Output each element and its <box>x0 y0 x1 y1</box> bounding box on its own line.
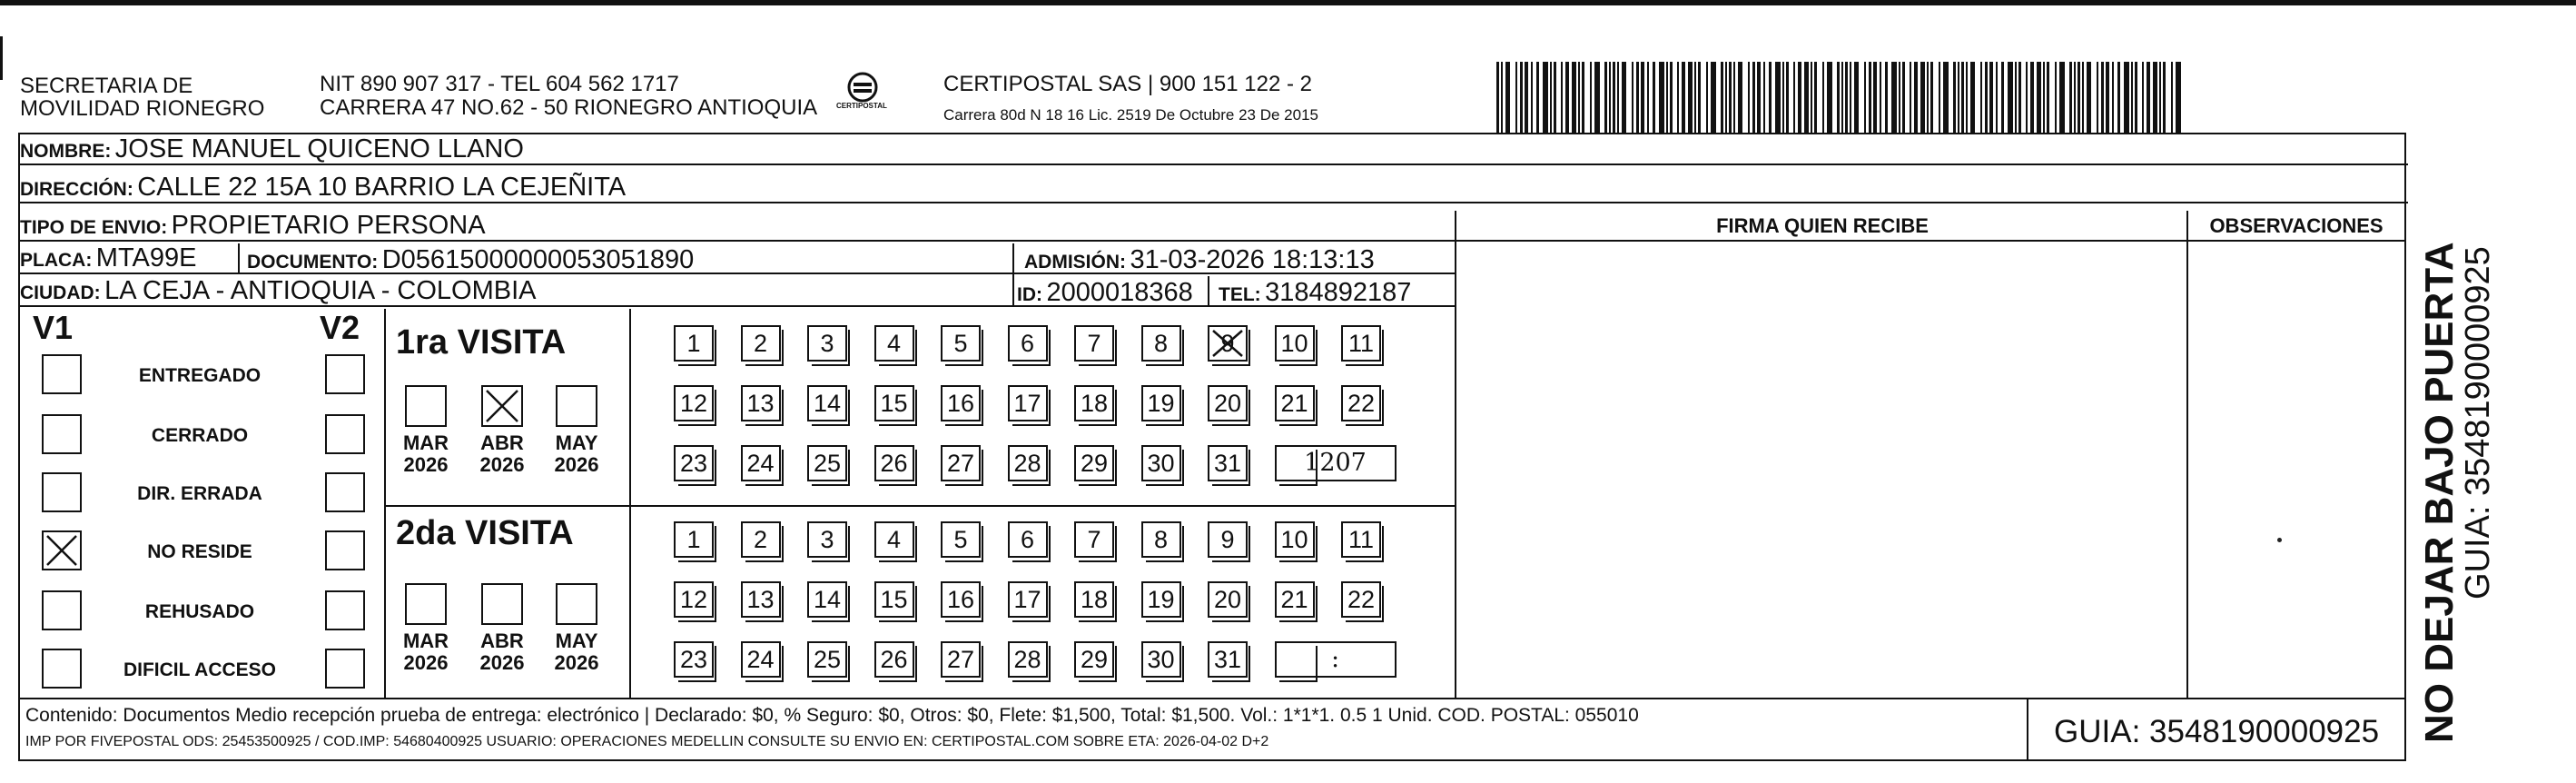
day-box[interactable]: 27 <box>941 445 981 481</box>
nombre-value: JOSE MANUEL QUICENO LLANO <box>114 134 524 164</box>
day-box[interactable]: 28 <box>1008 641 1048 678</box>
barcode-bar <box>2037 62 2041 134</box>
barcode-bar <box>1641 62 1644 134</box>
day-box[interactable]: 4 <box>874 325 914 362</box>
barcode-bar <box>1885 62 1888 134</box>
barcode-bar <box>1804 62 1809 134</box>
barcode-bar <box>1647 62 1649 134</box>
barcode-bar <box>2131 62 2133 134</box>
check-mark-icon <box>483 387 521 425</box>
tel-label: TEL: <box>1219 284 1261 305</box>
barcode-bar <box>1572 62 1576 134</box>
barcode-bar <box>1920 62 1925 134</box>
status-label: REHUSADO <box>144 601 255 622</box>
day-box[interactable]: 24 <box>741 641 781 678</box>
barcode-bar <box>1782 62 1784 134</box>
barcode-bar <box>2018 62 2021 134</box>
barcode-bar <box>1622 62 1626 134</box>
barcode-bar <box>1636 62 1639 134</box>
month-checkbox[interactable] <box>481 583 523 625</box>
barcode-bar <box>1590 62 1592 134</box>
id-field <box>1017 278 1193 308</box>
day-box[interactable]: 17 <box>1008 385 1048 421</box>
day-box[interactable]: 30 <box>1141 641 1181 678</box>
footer-contenido: Contenido: Documentos Medio recepción prueba de entrega: electrónico | Declarado: $0, % Seguro: $0, Otros: $0, Flete: $1,500, Total: $1,500. Vol.: 1*1*1. 0.5 1 Unid. COD. POSTAL: 055010 <box>25 705 1639 726</box>
visit2-title: 2da VISITA <box>396 514 574 552</box>
barcode-bar <box>1980 62 1982 134</box>
month-label: MAY 2026 <box>554 431 599 476</box>
barcode-bar <box>1609 62 1611 134</box>
day-box[interactable]: 22 <box>1341 385 1381 421</box>
v2-checkbox[interactable] <box>325 649 365 689</box>
barcode-bar <box>1961 62 1964 134</box>
divider-calendar <box>629 309 631 698</box>
barcode-bar <box>1670 62 1673 134</box>
barcode-bar <box>1837 62 1840 134</box>
barcode-bar <box>2159 62 2161 134</box>
barcode-bar <box>1966 62 1968 134</box>
v1-checkbox[interactable] <box>42 649 82 689</box>
month-label: MAR 2026 <box>402 629 449 674</box>
barcode-bar <box>1822 62 1824 134</box>
v1-checkbox[interactable] <box>42 472 82 512</box>
barcode-bar <box>2171 62 2173 134</box>
row-direccion <box>20 173 2408 203</box>
barcode-bar <box>1930 62 1933 134</box>
divider-placa <box>238 243 240 274</box>
barcode-bar <box>2026 62 2028 134</box>
barcode-bar <box>1910 62 1911 134</box>
day-box[interactable]: 26 <box>874 641 914 678</box>
barcode-bar <box>1850 62 1851 134</box>
day-box[interactable]: 28 <box>1008 445 1048 481</box>
id-value: 2000018368 <box>1046 278 1193 307</box>
v1-header: V1 <box>33 309 74 346</box>
barcode-bar <box>2001 62 2004 134</box>
v2-checkbox[interactable] <box>325 354 365 394</box>
barcode-bar <box>1869 62 1871 134</box>
barcode-bar <box>1891 62 1897 134</box>
barcode-bar <box>1914 62 1918 134</box>
barcode-bar <box>1711 62 1716 134</box>
nombre-label: NOMBRE: <box>20 141 112 162</box>
id-label: ID: <box>1017 284 1042 305</box>
barcode-bar <box>2069 62 2072 134</box>
v1-checkbox[interactable] <box>42 530 82 570</box>
month-label: ABR 2026 <box>479 629 525 674</box>
day-box[interactable]: 12 <box>674 581 714 618</box>
barcode-bar <box>1582 62 1584 134</box>
barcode-bar <box>1531 62 1533 134</box>
documento-field <box>247 245 694 275</box>
status-label: NO RESIDE <box>147 541 252 562</box>
day-box[interactable]: 1 <box>674 325 714 362</box>
barcode-bar <box>1880 62 1881 134</box>
side-guia: GUIA: 3548190000925 <box>2459 246 2497 600</box>
day-box[interactable]: 12 <box>674 385 714 421</box>
month-checkbox[interactable] <box>405 385 447 427</box>
barcode-bar <box>1501 62 1503 134</box>
day-box[interactable]: 2 <box>741 325 781 362</box>
barcode-bar <box>1958 62 1959 134</box>
barcode-bar <box>1873 62 1877 134</box>
barcode-bar <box>2163 62 2166 134</box>
barcode-bar <box>2078 62 2080 134</box>
barcode-bar <box>1985 62 1988 134</box>
barcode-bar <box>2124 62 2129 134</box>
barcode-bar <box>1864 62 1866 134</box>
barcode-bar <box>1721 62 1723 134</box>
address-line: CARRERA 47 NO.62 - 50 RIONEGRO ANTIOQUIA <box>320 95 818 120</box>
month-label: MAR 2026 <box>402 431 449 476</box>
barcode-bar <box>2106 62 2109 134</box>
logo-text: CERTIPOSTAL <box>836 102 887 110</box>
day-box[interactable]: 1 <box>674 521 714 558</box>
day-box[interactable]: 19 <box>1141 385 1181 421</box>
barcode-bar <box>1752 62 1755 134</box>
barcode-bar <box>1706 62 1708 134</box>
placa-value: MTA99E <box>95 243 197 273</box>
barcode-bar <box>2117 62 2120 134</box>
v2-header: V2 <box>320 309 360 346</box>
day-box[interactable]: 29 <box>1074 445 1114 481</box>
barcode-bar <box>1677 62 1679 134</box>
certipostal-logo <box>836 71 887 116</box>
footer-guia: GUIA: 3548190000925 <box>2054 714 2380 749</box>
barcode-bar <box>1653 62 1655 134</box>
day-box[interactable]: 22 <box>1341 581 1381 618</box>
barcode-bar <box>1953 62 1956 134</box>
barcode-bar <box>1927 62 1929 134</box>
barcode-bar <box>2147 62 2150 134</box>
v2-checkbox[interactable] <box>325 590 365 630</box>
day-box[interactable]: 10 <box>1275 521 1315 558</box>
day-box[interactable]: 11 <box>1341 325 1381 362</box>
barcode-bar <box>1939 62 1940 134</box>
direccion-value: CALLE 22 15A 10 BARRIO LA CEJEÑITA <box>137 173 627 202</box>
barcode-bar <box>2153 62 2157 134</box>
barcode <box>1496 62 2186 134</box>
left-cut-mark <box>0 36 3 80</box>
footer-imp: IMP POR FIVEPOSTAL ODS: 25453500925 / COD.IMP: 54680400925 USUARIO: OPERACIONES MEDELLIN CONSULTE SU ENVIO EN: CERTIPOSTAL.COM SOBRE ETA: 2026-04-02 D+2 <box>25 734 1269 749</box>
row-tipo-envio <box>20 211 1456 242</box>
barcode-bar <box>1996 62 1998 134</box>
month-checkbox[interactable] <box>556 385 597 427</box>
barcode-bar <box>1698 62 1701 134</box>
barcode-bar <box>1496 62 1499 134</box>
day-box[interactable]: 14 <box>807 385 847 421</box>
day-box[interactable]: 15 <box>874 581 914 618</box>
barcode-bar <box>1543 62 1548 134</box>
check-mark-icon <box>1209 327 1246 360</box>
day-box[interactable]: 9 <box>1208 325 1248 362</box>
divider-footer <box>18 698 2406 699</box>
barcode-bar <box>1613 62 1615 134</box>
barcode-bar <box>1738 62 1742 134</box>
barcode-bar <box>1688 62 1693 134</box>
barcode-bar <box>2055 62 2057 134</box>
day-box[interactable]: 16 <box>941 581 981 618</box>
day-box[interactable]: 25 <box>807 445 847 481</box>
day-box[interactable]: 6 <box>1008 521 1048 558</box>
barcode-bar <box>1565 62 1569 134</box>
day-box[interactable]: 8 <box>1141 521 1181 558</box>
barcode-bar <box>1525 62 1528 134</box>
divider-visits <box>384 309 386 698</box>
tel-value: 3184892187 <box>1265 278 1412 307</box>
barcode-bar <box>1604 62 1607 134</box>
barcode-bar <box>1899 62 1900 134</box>
day-box[interactable]: 21 <box>1275 581 1315 618</box>
org-name-line2: MOVILIDAD RIONEGRO <box>20 96 265 121</box>
barcode-bar <box>1854 62 1859 134</box>
day-box[interactable]: 18 <box>1074 581 1114 618</box>
day-box[interactable]: 18 <box>1074 385 1114 421</box>
direccion-label: DIRECCIÓN: <box>20 179 133 200</box>
visit1-title: 1ra VISITA <box>396 323 567 362</box>
barcode-bar <box>1725 62 1727 134</box>
tel-field <box>1219 278 1411 308</box>
barcode-bar <box>2087 62 2091 134</box>
observaciones-header: OBSERVACIONES <box>2188 211 2404 242</box>
placa-label: PLACA: <box>20 250 93 271</box>
barcode-bar <box>1769 62 1772 134</box>
day-box[interactable]: 19 <box>1141 581 1181 618</box>
barcode-bar <box>1505 62 1510 134</box>
barcode-bar <box>1798 62 1801 134</box>
barcode-bar <box>1554 62 1556 134</box>
month-checkbox[interactable] <box>481 385 523 427</box>
barcode-bar <box>1561 62 1563 134</box>
barcode-bar <box>2059 62 2065 134</box>
barcode-bar <box>2097 62 2098 134</box>
courier-name: CERTIPOSTAL SAS | 900 151 122 - 2 <box>943 72 1312 96</box>
month-label: ABR 2026 <box>479 431 525 476</box>
month-checkbox[interactable] <box>556 583 597 625</box>
barcode-bar <box>1943 62 1949 134</box>
day-box[interactable]: 9 <box>1208 521 1248 558</box>
barcode-bar <box>1515 62 1517 134</box>
day-box[interactable]: 17 <box>1008 581 1048 618</box>
day-box[interactable]: 23 <box>674 445 714 481</box>
time-box[interactable]: 1207 <box>1275 445 1397 481</box>
month-checkbox[interactable] <box>405 583 447 625</box>
day-box[interactable]: 13 <box>741 385 781 421</box>
day-box[interactable]: 20 <box>1208 581 1248 618</box>
day-box[interactable]: 21 <box>1275 385 1315 421</box>
ciudad-label: CIUDAD: <box>20 282 101 303</box>
month-label: MAY 2026 <box>554 629 599 674</box>
firma-header: FIRMA QUIEN RECIBE <box>1456 211 2188 242</box>
day-box[interactable]: 14 <box>807 581 847 618</box>
barcode-bar <box>1814 62 1817 134</box>
barcode-bar <box>1520 62 1523 134</box>
barcode-bar <box>1682 62 1685 134</box>
barcode-bar <box>1793 62 1795 134</box>
day-box[interactable]: 13 <box>741 581 781 618</box>
barcode-bar <box>1748 62 1750 134</box>
barcode-bar <box>2074 62 2076 134</box>
day-box[interactable]: 3 <box>807 325 847 362</box>
day-box[interactable]: 4 <box>874 521 914 558</box>
status-label: DIFICIL ACCESO <box>123 659 276 680</box>
side-warning: NO DEJAR BAJO PUERTA <box>2417 242 2462 743</box>
barcode-bar <box>1659 62 1664 134</box>
barcode-bar <box>2101 62 2104 134</box>
day-box[interactable]: 15 <box>874 385 914 421</box>
divider-observaciones-left <box>2186 211 2188 699</box>
check-mark-icon <box>44 532 80 569</box>
barcode-bar <box>2142 62 2144 134</box>
top-border-line <box>0 0 2576 5</box>
divider-tel <box>1208 276 1209 307</box>
day-box[interactable]: 5 <box>941 325 981 362</box>
day-box[interactable]: 3 <box>807 521 847 558</box>
day-box[interactable]: 23 <box>674 641 714 678</box>
status-label: ENTREGADO <box>138 365 262 386</box>
day-box[interactable]: 6 <box>1008 325 1048 362</box>
day-box[interactable]: 7 <box>1074 521 1114 558</box>
day-box[interactable]: 30 <box>1141 445 1181 481</box>
org-name-line1: SECRETARIA DE <box>20 74 193 98</box>
status-label: DIR. ERRADA <box>137 483 262 504</box>
barcode-bar <box>1763 62 1765 134</box>
barcode-bar <box>1617 62 1619 134</box>
admision-label: ADMISIÓN: <box>1024 252 1126 273</box>
barcode-bar <box>1757 62 1761 134</box>
barcode-bar <box>2008 62 2013 134</box>
day-box[interactable]: 8 <box>1141 325 1181 362</box>
v2-checkbox[interactable] <box>325 472 365 512</box>
barcode-bar <box>2112 62 2114 134</box>
barcode-bar <box>1841 62 1843 134</box>
day-box[interactable]: 7 <box>1074 325 1114 362</box>
barcode-bar <box>1970 62 1975 134</box>
barcode-bar <box>1694 62 1696 134</box>
barcode-bar <box>1536 62 1539 134</box>
barcode-bar <box>1845 62 1848 134</box>
courier-license: Carrera 80d N 18 16 Lic. 2519 De Octubre 23 De 2015 <box>943 106 1318 124</box>
barcode-bar <box>2047 62 2049 134</box>
barcode-bar <box>1594 62 1600 134</box>
day-box[interactable]: 26 <box>874 445 914 481</box>
barcode-bar <box>1811 62 1812 134</box>
day-box[interactable]: 27 <box>941 641 981 678</box>
divider-visit2 <box>384 505 1456 507</box>
day-box[interactable]: 25 <box>807 641 847 678</box>
barcode-bar <box>1666 62 1668 134</box>
day-box[interactable]: 2 <box>741 521 781 558</box>
tipo-envio-value: PROPIETARIO PERSONA <box>171 211 486 240</box>
time-box[interactable]: : <box>1275 641 1397 678</box>
barcode-bar <box>2015 62 2017 134</box>
documento-value: D05615000000053051890 <box>381 245 695 274</box>
barcode-bar <box>1989 62 1993 134</box>
day-box[interactable]: 10 <box>1275 325 1315 362</box>
barcode-bar <box>1578 62 1580 134</box>
barcode-bar <box>2043 62 2045 134</box>
ciudad-value: LA CEJA - ANTIOQUIA - COLOMBIA <box>104 276 537 305</box>
tipo-envio-label: TIPO DE ENVIO: <box>20 217 168 238</box>
row-nombre <box>20 134 2408 165</box>
observaciones-mark <box>2277 538 2282 542</box>
barcode-bar <box>1775 62 1781 134</box>
barcode-bar <box>2030 62 2034 134</box>
day-box[interactable]: 20 <box>1208 385 1248 421</box>
day-box[interactable]: 31 <box>1208 641 1248 678</box>
v2-checkbox[interactable] <box>325 414 365 454</box>
documento-label: DOCUMENTO: <box>247 252 379 273</box>
day-box[interactable]: 16 <box>941 385 981 421</box>
v1-checkbox[interactable] <box>42 590 82 630</box>
barcode-bar <box>1733 62 1735 134</box>
barcode-bar <box>1902 62 1905 134</box>
barcode-bar <box>2176 62 2181 134</box>
admision-value: 31-03-2026 18:13:13 <box>1130 245 1375 274</box>
day-box[interactable]: 31 <box>1208 445 1248 481</box>
nit-line: NIT 890 907 317 - TEL 604 562 1717 <box>320 72 679 96</box>
barcode-bar <box>1729 62 1732 134</box>
barcode-bar <box>2082 62 2084 134</box>
barcode-bar <box>1632 62 1633 134</box>
barcode-bar <box>1786 62 1789 134</box>
status-label: CERRADO <box>151 425 249 446</box>
barcode-bar <box>1827 62 1832 134</box>
divider-guia <box>2027 699 2028 759</box>
barcode-bar <box>2135 62 2137 134</box>
v2-checkbox[interactable] <box>325 530 365 570</box>
v1-checkbox[interactable] <box>42 354 82 394</box>
day-box[interactable]: 5 <box>941 521 981 558</box>
day-box[interactable]: 24 <box>741 445 781 481</box>
admision-field <box>1024 245 1375 275</box>
day-box[interactable]: 29 <box>1074 641 1114 678</box>
v1-checkbox[interactable] <box>42 414 82 454</box>
day-box[interactable]: 11 <box>1341 521 1381 558</box>
barcode-bar <box>1550 62 1552 134</box>
